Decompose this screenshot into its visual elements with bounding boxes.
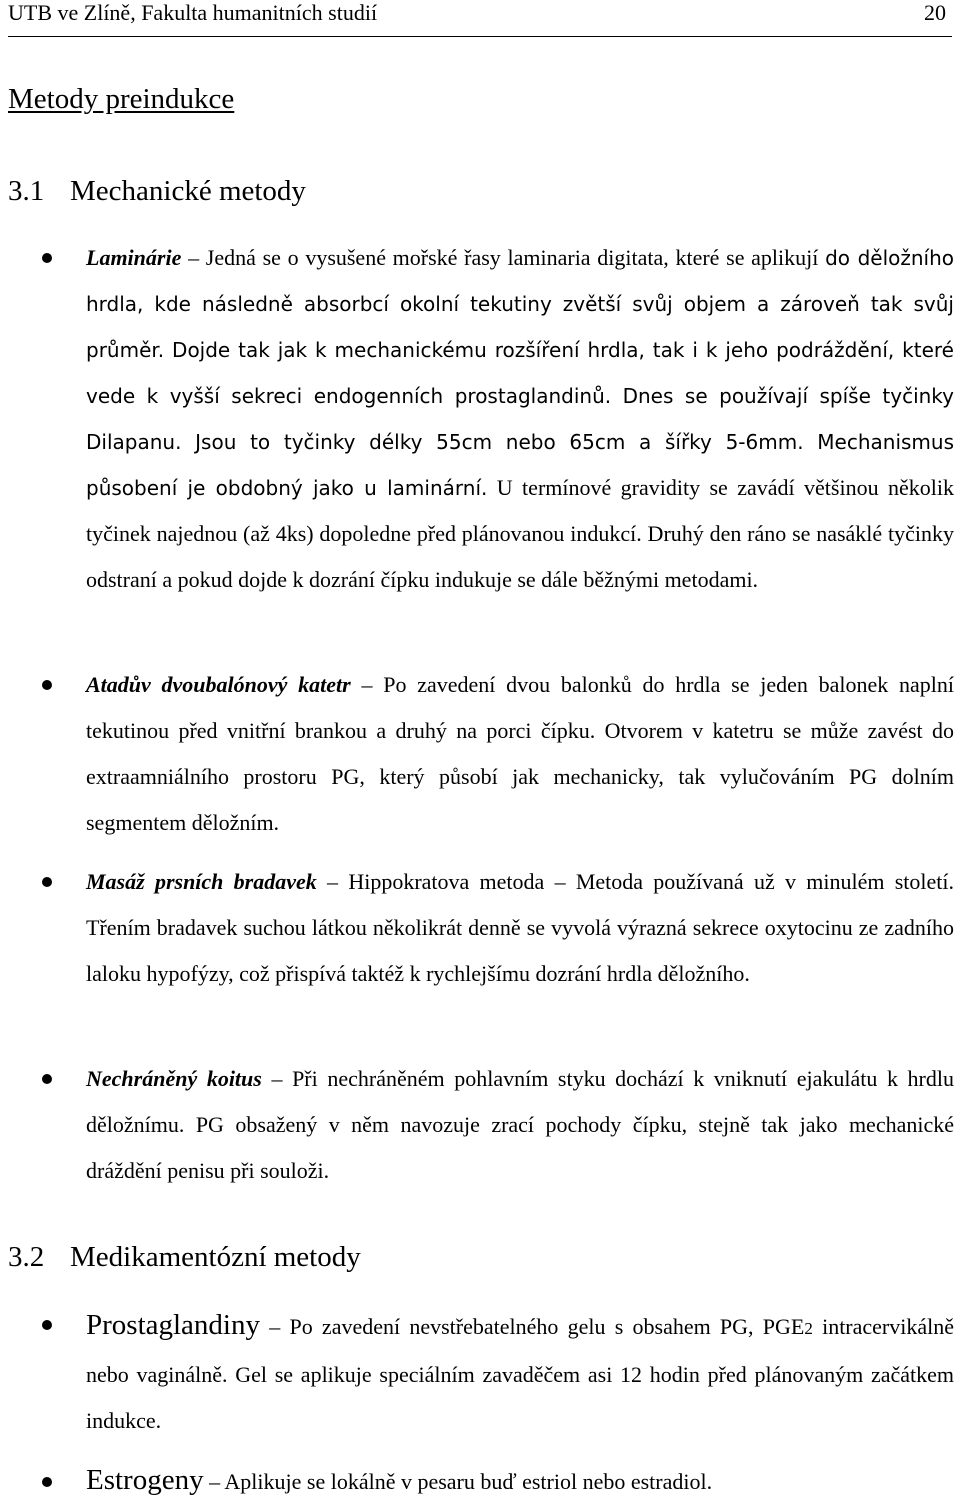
- chapter-title: Metody preindukce: [8, 83, 235, 115]
- term: Estrogeny: [86, 1464, 204, 1496]
- section-title: Mechanické metody: [70, 175, 306, 207]
- term: Prostaglandiny: [86, 1309, 260, 1341]
- list-item-text: Atadův dvoubalónový katetr – Po zavedení dvou balonků do hrdla se jeden balonek naplní tekutinou před vnitřní brankou a druhý na porci čípku. Otvorem v katetru se může zavést do extraamniálního prostoru PG, který působí jak mechanicky, tak vylučováním PG dolním segmentem děložním.: [86, 672, 955, 835]
- term: Nechráněný koitus: [86, 1066, 262, 1091]
- bullet-icon: [42, 877, 52, 887]
- section-heading: [8, 174, 306, 208]
- bullet-icon: [42, 253, 52, 263]
- section-heading: [8, 1240, 361, 1274]
- bullet-icon: [42, 1320, 52, 1330]
- term: Atadův dvoubalónový katetr: [86, 672, 351, 697]
- header-title: UTB ve Zlíně, Fakulta humanitních studií: [8, 0, 378, 25]
- term: Masáž prsních bradavek: [86, 869, 317, 894]
- term: Laminárie: [86, 245, 182, 270]
- list-item-text: Masáž prsních bradavek – Hippokratova metoda – Metoda používaná už v minulém století. Třením bradavek suchou látkou několikrát denně se vyvolá výrazná sekrece oxytocinu ze zadního laloku hypofýzy, což přispívá taktéž k rychlejšímu dozrání hrdla děložního.: [86, 869, 954, 986]
- bullet-icon: [42, 1074, 52, 1084]
- list-item-text: Prostaglandiny – Po zavedení nevstřebatelného gelu s obsahem PG, PGE2 intracervikálně nebo vaginálně. Gel se aplikuje speciálním zavaděčem asi 12 hodin před plánovaným začátkem indukce.: [86, 1309, 955, 1433]
- bullet-icon: [42, 680, 52, 690]
- bullet-icon: [42, 1477, 52, 1487]
- section-title: Medikamentózní metody: [70, 1241, 361, 1273]
- list-item-text: Laminárie – Jedná se o vysušené mořské řasy laminaria digitata, které se aplikují do děložního hrdla, kde následně absorbcí okolní tekutiny zvětší svůj objem a zároveň tak svůj průměr. Dojde tak jak k mechanickému rozšíření hrdla, tak i k jeho podráždění, které vede k vyšší sekreci endogenních prostaglandinů. Dnes se používají spíše tyčinky Dilapanu. Jsou to tyčinky délky 55cm nebo 65cm a šířky 5-6mm. Mechanismus působení je obdobný jako u laminární. U termínové gravidity se zavádí většinou několik tyčinek najednou (až 4ks) dopoledne před plánovanou indukcí. Druhý den ráno se nasáklé tyčinky odstraní a pokud dojde k dozrání čípku indukuje se dále běžnými metodami.: [86, 245, 955, 592]
- page-number: 20: [924, 0, 946, 25]
- section-number: 3.2: [8, 1241, 45, 1273]
- list-item-text: Estrogeny – Aplikuje se lokálně v pesaru buď estriol nebo estradiol.: [86, 1464, 713, 1496]
- section-number: 3.1: [8, 175, 45, 207]
- list-item-text: Nechráněný koitus – Při nechráněném pohlavním styku dochází k vniknutí ejakulátu k hrdlu děložnímu. PG obsažený v něm navozuje zrací pochody čípku, stejně tak jako mechanické dráždění penisu při souloži.: [86, 1066, 954, 1183]
- page-header: [8, 0, 952, 37]
